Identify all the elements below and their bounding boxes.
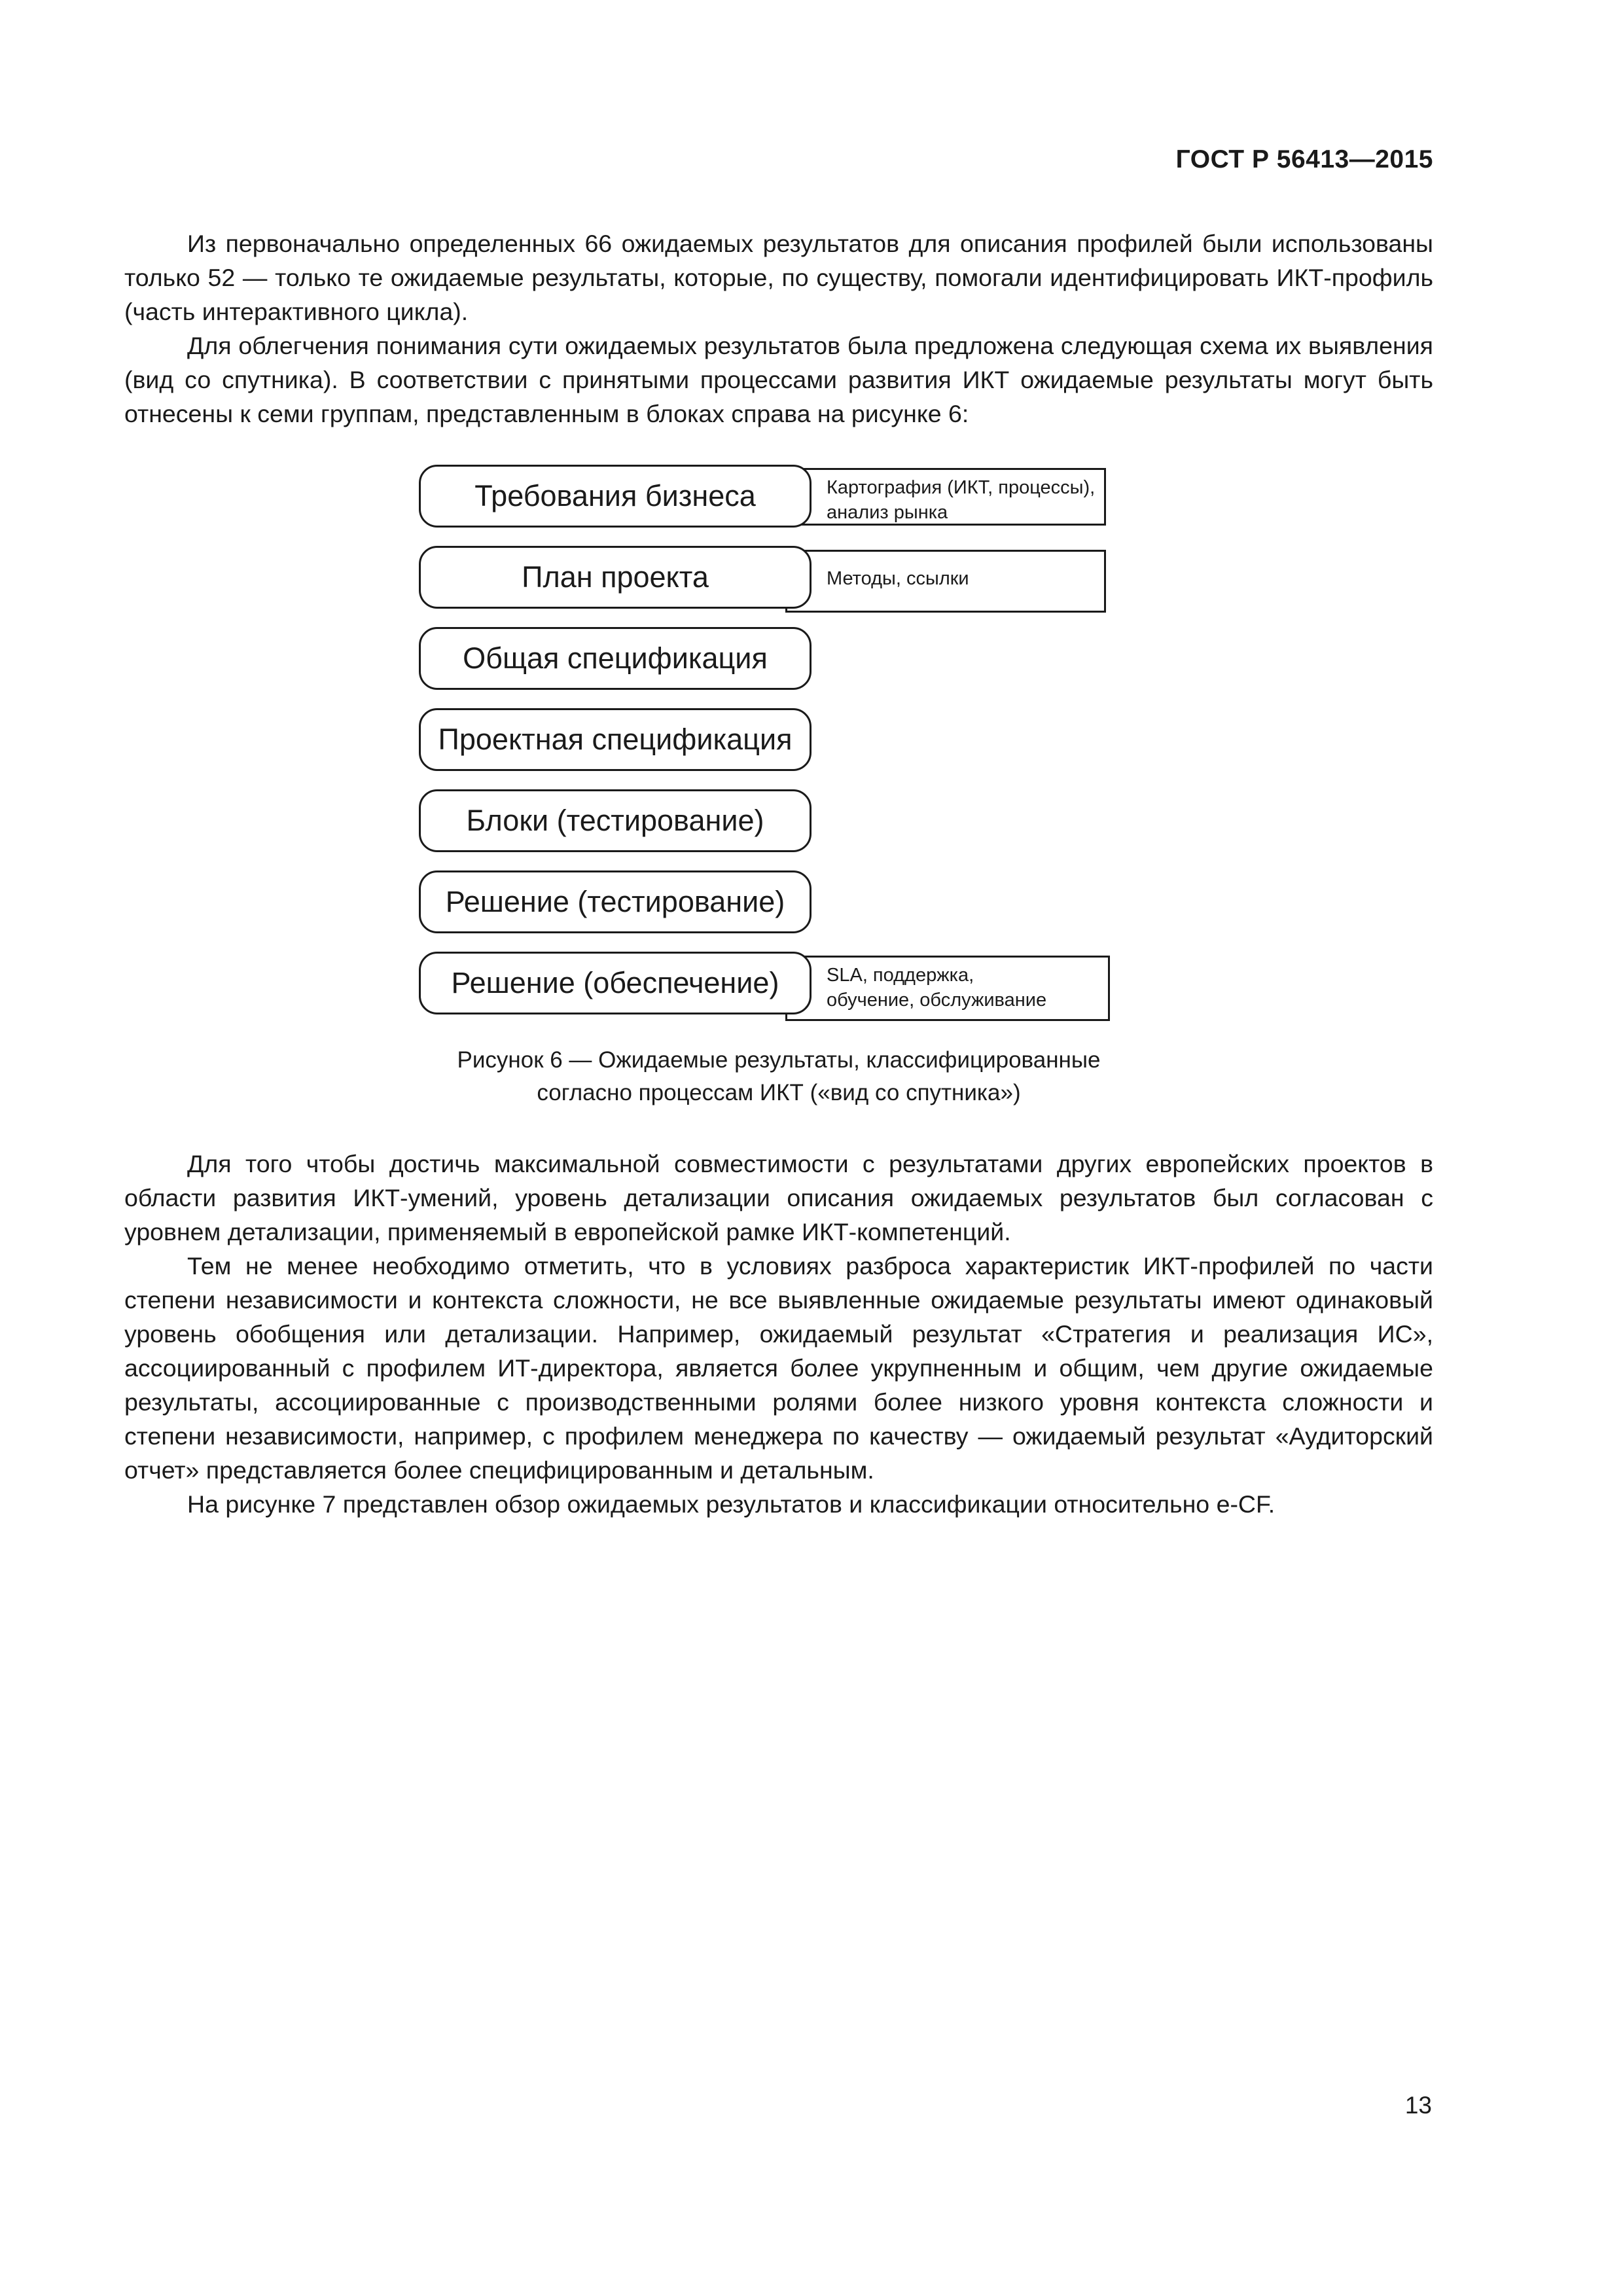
figure-6-diagram [419, 465, 1139, 1021]
stage-blocks-testing: Блоки (тестирование) [419, 789, 812, 852]
caption-line: Рисунок 6 — Ожидаемые результаты, классифицированные [457, 1047, 1101, 1073]
stage-design-specification: Проектная спецификация [419, 708, 812, 771]
note-cartography [785, 468, 1106, 526]
note-line: анализ рынка [827, 502, 948, 523]
paragraph: Для того чтобы достичь максимальной совместимости с результатами других европейских проектов в области развития ИКТ-умений, уровень детализации описания ожидаемых результатов был согласован с уровнем детализации, применяемый в европейской рамке ИКТ-компетенций. [124, 1150, 1433, 1246]
document-header: ГОСТ Р 56413—2015 [1175, 145, 1433, 173]
paragraph: На рисунке 7 представлен обзор ожидаемых результатов и классификации относительно e-CF. [187, 1490, 1275, 1518]
stage-project-plan: План проекта [419, 546, 812, 609]
note-line: Методы, ссылки [827, 568, 969, 589]
stage-solution-testing: Решение (тестирование) [419, 870, 812, 933]
note-line: обучение, обслуживание [827, 990, 1047, 1011]
stage-general-specification: Общая спецификация [419, 627, 812, 690]
paragraph: Для облегчения понимания сути ожидаемых результатов была предложена следующая схема их выявления (вид со спутника). В соответствии с принятыми процессами развития ИКТ ожидаемые результаты могут быть отнесены к семи группам, представленным в блоках справа на рисунке 6: [124, 332, 1433, 427]
body-text [124, 1147, 1433, 1521]
intro-text [124, 226, 1433, 431]
paragraph: Из первоначально определенных 66 ожидаемых результатов для описания профилей были использованы только 52 — только те ожидаемые результаты, которые, по существу, помогали идентифицировать ИКТ-профиль (часть интерактивного цикла). [124, 230, 1433, 325]
note-line: Картография (ИКТ, процессы), [827, 477, 1096, 498]
page-number: 13 [1404, 2092, 1432, 2119]
stage-business-requirements: Требования бизнеса [419, 465, 812, 528]
stage-solution-support: Решение (обеспечение) [419, 952, 812, 1014]
caption-line: согласно процессам ИКТ («вид со спутника») [537, 1080, 1021, 1105]
note-line: SLA, поддержка, [827, 965, 974, 986]
paragraph: Тем не менее необходимо отметить, что в условиях разброса характеристик ИКТ-профилей по части степени независимости и контекста сложности, не все выявленные ожидаемые результаты имеют одинаковый уровень обобщения или детализации. Например, ожидаемый результат «Стратегия и реализация ИС», ассоциированный с профилем ИТ-директора, является более укрупненным и общим, чем другие ожидаемые результаты, ассоциированные с производственными ролями более низкого уровня контекста сложности и степени независимости, например, с профилем менеджера по качеству — ожидаемый результат «Аудиторский отчет» представляется более специфицированным и детальным. [124, 1252, 1433, 1484]
note-sla [785, 956, 1110, 1021]
note-methods [785, 550, 1106, 613]
figure-caption [419, 1044, 1139, 1109]
